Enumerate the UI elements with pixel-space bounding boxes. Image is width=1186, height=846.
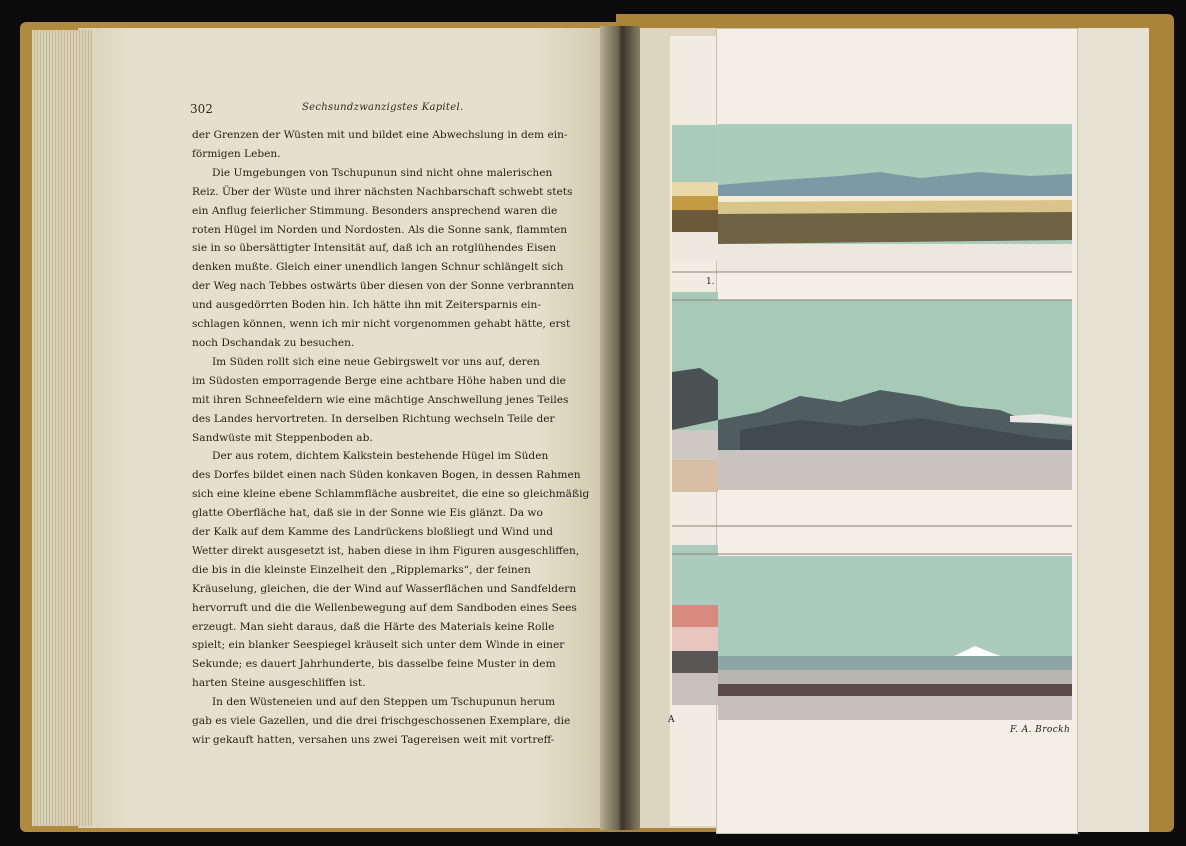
text-line: wir gekauft hatten, versahen uns zwei Tagereisen weit mit vortreff- bbox=[192, 734, 555, 746]
text-line: Die Umgebungen von Tschupunun sind nicht ohne malerischen bbox=[212, 166, 553, 179]
text-line: roten Hügel im Norden und Nordosten. Als die Sonne sank, flammten bbox=[192, 223, 568, 236]
text-line: Im Süden rollt sich eine neue Gebirgswelt vor uns auf, deren bbox=[212, 355, 540, 368]
text-line: erzeugt. Man sieht daraus, daß die Härte des Materials keine Rolle bbox=[192, 620, 555, 633]
text-line: schlagen können, wenn ich mir nicht vorgenommen gehabt hätte, erst bbox=[192, 318, 571, 331]
plate-credit: F. A. Brockh bbox=[1010, 725, 1071, 735]
text-line: In den Wüsteneien und auf den Steppen um Tschupunun herum bbox=[212, 696, 556, 709]
back-plate-strip-1 bbox=[672, 125, 718, 261]
plate-1 bbox=[718, 124, 1072, 272]
text-line: die bis in die kleinste Einzelheit den „Ripplemarks“, der feinen bbox=[192, 563, 531, 576]
text-line: Der aus rotem, dichtem Kalkstein bestehende Hügel im Süden bbox=[212, 450, 549, 463]
text-line: mit ihren Schneefeldern wie eine mächtige Anschwellung jenes Teiles bbox=[192, 393, 569, 406]
text-line: Reiz. Über der Wüste und ihrer nächsten Nachbarschaft schwebt stets bbox=[192, 185, 573, 198]
text-line: glatte Oberfläche hat, daß sie in der Sonne wie Eis glänzt. Da wo bbox=[192, 507, 543, 520]
text-line: des Dorfes bildet einen nach Süden konkaven Bogen, in dessen Rahmen bbox=[192, 469, 581, 482]
text-line: Wetter direkt ausgesetzt ist, haben diese in ihm Figuren ausgeschliffen, bbox=[192, 544, 580, 557]
text-line: im Südosten emporragende Berge eine achtbare Höhe haben und die bbox=[192, 374, 566, 387]
text-line: noch Dschandak zu besuchen. bbox=[192, 336, 355, 349]
text-line: spielt; ein blanker Seespiegel kräuselt sich unter dem Winde in einer bbox=[192, 639, 565, 652]
text-line: förmigen Leben. bbox=[192, 147, 281, 160]
back-plate-strip-3 bbox=[672, 545, 718, 705]
plate-3 bbox=[718, 556, 1072, 720]
text-line: und ausgedörrten Boden hin. Ich hätte ihn mit Zeitersparnis ein- bbox=[192, 299, 541, 312]
text-line: hervorruft und die die Wellenbewegung auf dem Sandboden eines Sees bbox=[192, 601, 577, 614]
text-line: Sandwüste mit Steppenboden ab. bbox=[192, 431, 373, 444]
text-line: der Kalk auf dem Kamme des Landrückens bloßliegt und Wind und bbox=[192, 526, 554, 539]
text-line: des Landes hervortreten. In derselben Richtung wechseln Teile der bbox=[192, 412, 555, 425]
text-line: Kräuselung, gleichen, die der Wind auf Wasserflächen und Sandfeldern bbox=[192, 582, 577, 595]
text-line: gab es viele Gazellen, und die drei frischgeschossenen Exemplare, die bbox=[192, 715, 571, 728]
text-line: ein Anflug feierlicher Stimmung. Besonders ansprechend waren die bbox=[192, 204, 558, 217]
back-plate-strip-2 bbox=[672, 292, 718, 492]
text-line: Sekunde; es dauert Jahrhunderte, bis dasselbe feine Muster in dem bbox=[192, 658, 556, 671]
text-line: harten Steine ausgeschliffen ist. bbox=[192, 677, 366, 690]
text-line: sich eine kleine ebene Schlammfläche ausbreitet, die eine so gleichmäßig bbox=[192, 488, 590, 501]
plate-2 bbox=[718, 300, 1072, 490]
text-line: denken mußte. Gleich einer unendlich langen Schnur schlängelt sich bbox=[192, 261, 564, 274]
text-line: sie in so übersättigter Intensität auf, daß ich an rotglühendes Eisen bbox=[192, 242, 557, 255]
plate-corner-mark: A bbox=[668, 715, 675, 725]
text-line: der Weg nach Tebbes ostwärts über diesen von der Sonne verbrannten bbox=[192, 280, 574, 293]
plate-number-label: 1. bbox=[706, 277, 715, 287]
chapter-title: Sechsundzwanzigstes Kapitel. bbox=[302, 102, 464, 113]
text-line: der Grenzen der Wüsten mit und bildet eine Abwechslung in dem ein- bbox=[192, 129, 568, 141]
page-number: 302 bbox=[190, 102, 213, 116]
